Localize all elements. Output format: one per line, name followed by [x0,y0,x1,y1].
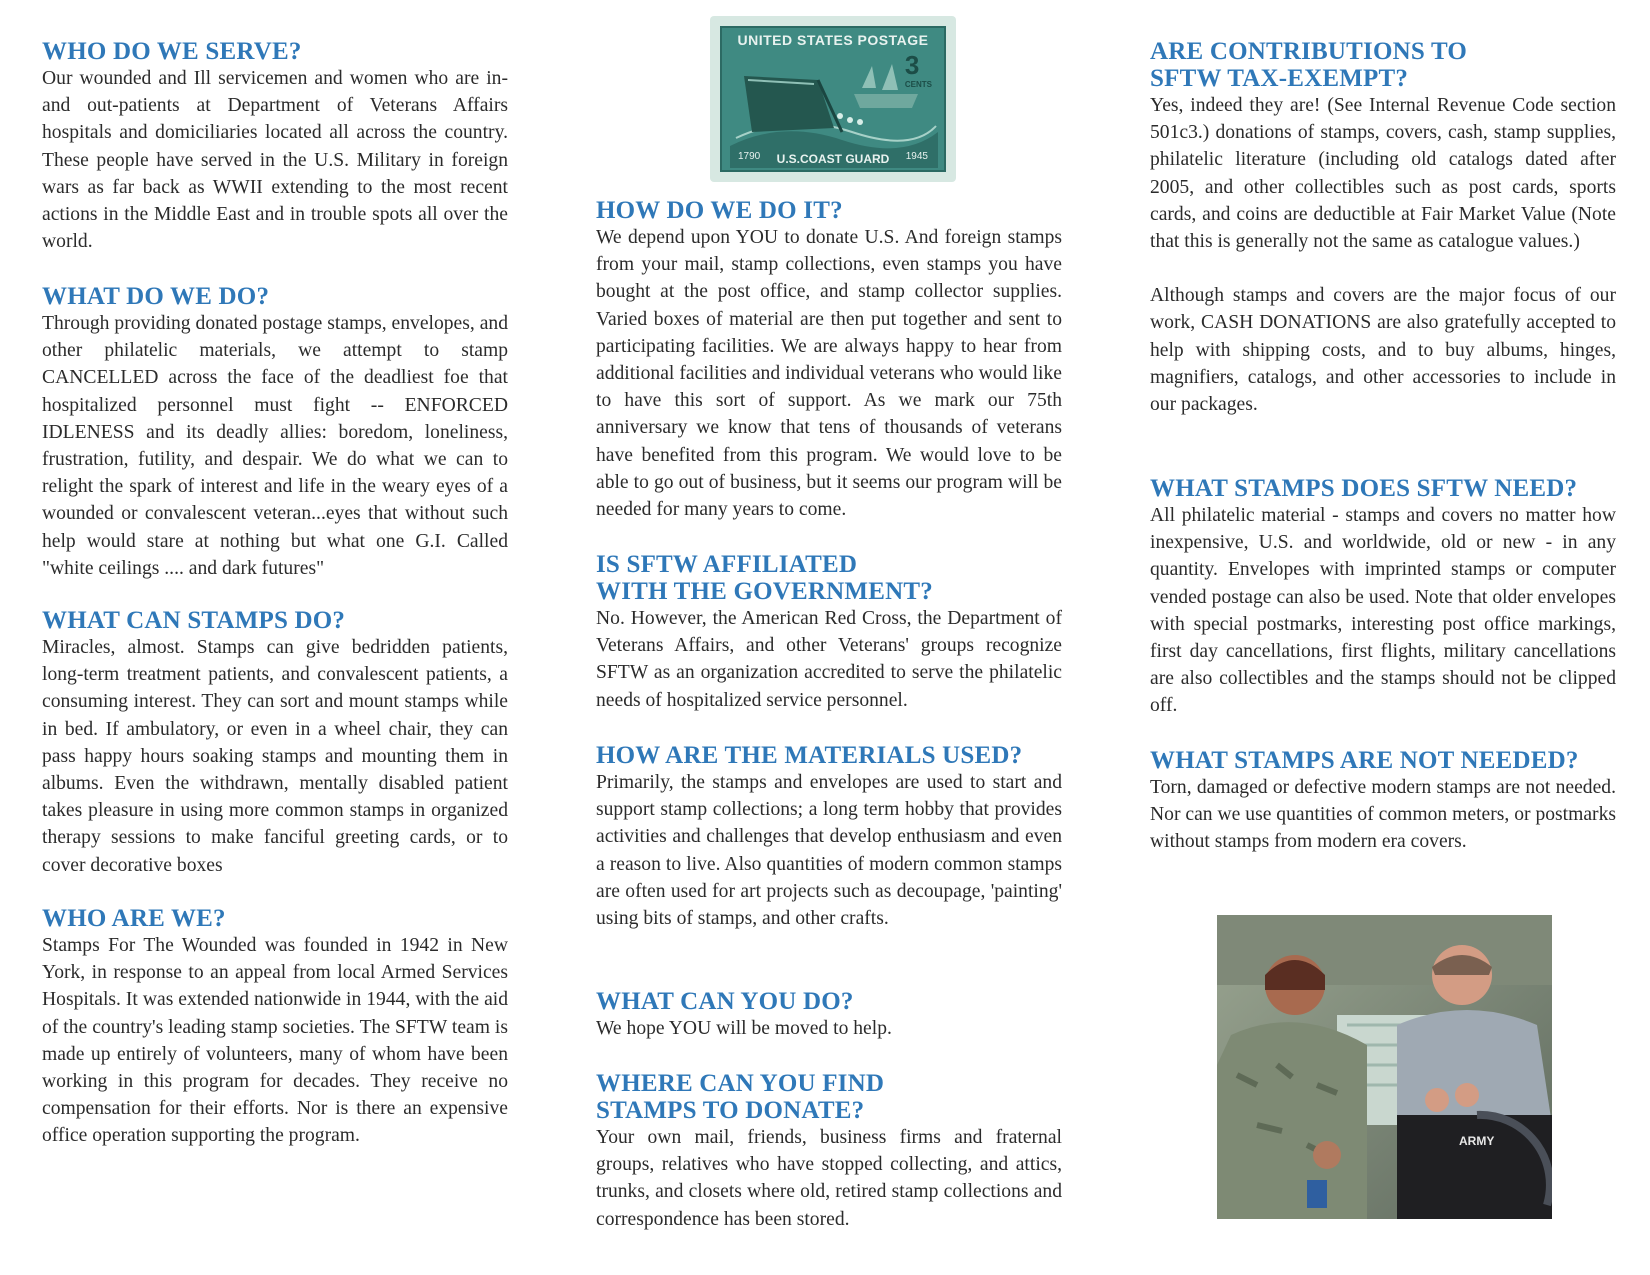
veterans-photo [1217,915,1552,1219]
coast-guard-stamp-image [710,16,956,182]
section-what-can-stamps-do [42,607,508,879]
section-heading: WHAT CAN YOU DO? [596,988,854,1015]
section-heading [1150,38,1616,92]
section-body-2: Although stamps and covers are the major focus of our work, CASH DONATIONS are also gratefully accepted to help with shipping costs, and to buy albums, hinges, magnifiers, catalogs, and other accessories to include in our packages. [1150,285,1616,416]
section-body: Yes, indeed they are! (See Internal Revenue Code section 501c3.) donations of stamps, covers, cash, stamp supplies, philatelic literature (including old catalogs dated after 2005, and other collectibles such as post cards, sports cards, and coins are deductible at Fair Market Value (Note that this is generally not the same as catalogue values.) [1150,95,1616,253]
section-is-sftw-affiliated [596,551,1062,714]
stamp-value-unit: CENTS [904,80,932,89]
section-body: All philatelic material - stamps and covers no matter how inexpensive, U.S. and worldwide, old or new - in any quantity. Envelopes with imprinted stamps or computer vended postage can also be used. Note that older envelopes with special postmarks, interesting post office markings, first day cancellations, first flights, military cancellations are also collectibles and the stamps should not be clipped off. [1150,505,1616,717]
section-body: Miracles, almost. Stamps can give bedridden patients, long-term treatment patients, and convalescent patients, a consuming interest. They can sort and mount stamps while in bed. If ambulatory, or even in a wheel chair, they can pass happy hours soaking stamps and mounting them in albums. Even the withdrawn, mentally disabled patient takes pleasure in using more common stamps in organized therapy sessions to make fanciful greeting cards, or to cover decorative boxes [42,637,508,876]
landing-craft-illustration [722,28,944,168]
section-heading: WHO DO WE SERVE? [42,38,302,65]
section-heading: WHAT STAMPS DOES SFTW NEED? [1150,475,1578,502]
heading-line-1: IS SFTW AFFILIATED [596,551,858,578]
section-heading: WHAT DO WE DO? [42,283,270,310]
section-body: Through providing donated postage stamps, envelopes, and other philatelic materials, we attempt to stamp CANCELLED across the face of the deadliest foe that hospitalized personnel must fight -- ENFORCED IDLENESS and its deadly allies: boredom, loneliness, frustration, futility, and despair. We do what we can to relight the spark of interest and life in the weary eyes of a wounded or convalescent veteran...eyes that without such help would stare at nothing but what one G.I. Called "white ceilings .... and dark futures" [42,313,508,579]
section-who-do-we-serve [42,38,508,255]
section-body: Our wounded and Ill servicemen and women who are in- and out-patients at Department of Veterans Affairs hospitals and domiciliaries located all across the country. These people have served in the U.S. Military in foreign wars as far back as WWII extending to the most recent actions in the Middle East and in trouble spots all over the world. [42,68,508,253]
section-what-can-you-do [596,988,1062,1042]
section-body: Primarily, the stamps and envelopes are used to start and support stamp collections; a long term hobby that provides activities and challenges that develop enthusiasm and even a reason to live. Also quantities of modern common stamps are often used for art projects such as decoupage, 'painting' using bits of stamps, and other crafts. [596,772,1062,930]
heading-line-2: SFTW TAX-EXEMPT? [1150,65,1409,92]
heading-line-1: WHERE CAN YOU FIND [596,1070,885,1097]
section-heading: HOW ARE THE MATERIALS USED? [596,742,1023,769]
section-body: We hope YOU will be moved to help. [596,1018,892,1039]
section-heading: HOW DO WE DO IT? [596,197,843,224]
heading-line-2: STAMPS TO DONATE? [596,1097,865,1124]
stamp-value-number: 3 [904,50,920,80]
stamp-value [905,50,932,89]
section-heading [596,551,1062,605]
section-tax-exempt [1150,38,1616,418]
section-body: No. However, the American Red Cross, the Department of Veterans Affairs, and other Veterans' groups recognize SFTW as an organization accredited to serve the philatelic needs of hospitalized service personnel. [596,608,1062,711]
section-heading: WHAT STAMPS ARE NOT NEEDED? [1150,747,1579,774]
section-heading: WHAT CAN STAMPS DO? [42,607,346,634]
section-who-are-we [42,905,508,1150]
heading-line-1: ARE CONTRIBUTIONS TO [1150,38,1468,65]
section-what-do-we-do [42,283,508,582]
section-body: We depend upon YOU to donate U.S. And foreign stamps from your mail, stamp collections, even stamps you have bought at the post office, and stamp collector supplies. Varied boxes of material are then put together and sent to participating facilities. We are always happy to hear from additional facilities and individual veterans who would like to have this sort of support. As we mark our 75th anniversary we know that tens of thousands of veterans have benefited from this program. We would love to be able to go out of business, but it seems our program will be needed for many years to come. [596,227,1062,521]
stamp-face [720,26,946,172]
section-heading [596,1070,1062,1124]
section-what-stamps-needed [1150,475,1616,720]
section-heading: WHO ARE WE? [42,905,226,932]
stamp-footer: U.S.COAST GUARD [776,152,890,166]
stamp-year-start: 1790 [738,151,761,162]
section-stamps-not-needed [1150,747,1616,856]
section-how-are-materials-used [596,742,1062,932]
army-shirt-text: ARMY [1459,1134,1495,1148]
stamp-year-end: 1945 [905,151,928,162]
heading-line-2: WITH THE GOVERNMENT? [596,578,933,605]
section-where-can-you-find-stamps [596,1070,1062,1233]
section-how-do-we-do-it [596,197,1062,523]
section-body: Stamps For The Wounded was founded in 1942 in New York, in response to an appeal from local Armed Services Hospitals. It was extended nationwide in 1944, with the aid of the country's leading stamp societies. The SFTW team is made up entirely of volunteers, many of whom have been working in this program for decades. They receive no compensation for their efforts. Nor is there an expensive office operation supporting the program. [42,935,508,1147]
stamp-header: UNITED STATES POSTAGE [737,32,929,48]
section-body: Torn, damaged or defective modern stamps are not needed. Nor can we use quantities of common meters, or postmarks without stamps from modern era covers. [1150,777,1616,853]
veterans-photo-illustration [1217,915,1552,1219]
section-body: Your own mail, friends, business firms and fraternal groups, relatives who have stopped collecting, and attics, trunks, and closets where old, retired stamp collections and correspondence has been stored. [596,1127,1062,1230]
